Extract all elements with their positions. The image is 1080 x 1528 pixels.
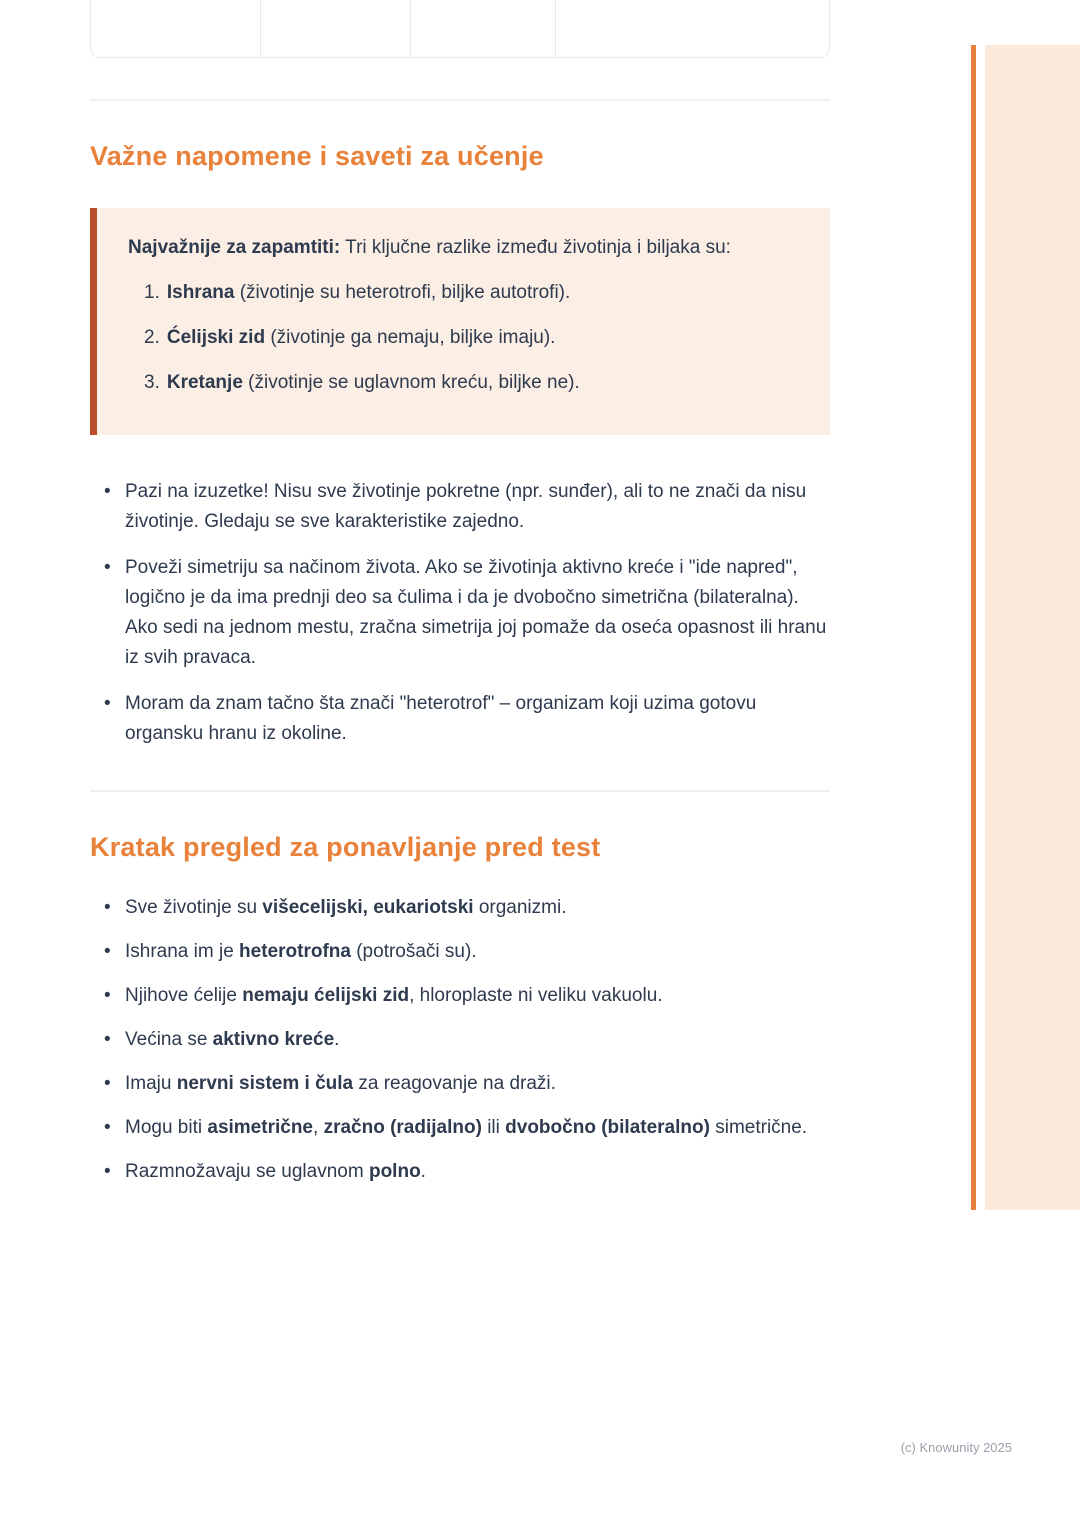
- table-cell: [556, 0, 829, 57]
- review-bullet-item: • Imaju nervni sistem i čula za reagovanje na draži.: [90, 1069, 830, 1099]
- copyright-footer: (c) Knowunity 2025: [900, 1440, 1012, 1455]
- list-item-number: 1.: [144, 282, 160, 303]
- review-bullet-item: • Razmnožavaju se uglavnom polno.: [90, 1157, 830, 1187]
- table-cell: [261, 0, 411, 57]
- review-bullet-item: • Većina se aktivno kreće.: [90, 1025, 830, 1055]
- document-content: [90, 0, 830, 1201]
- key-points-callout: [90, 208, 830, 435]
- callout-lead: [128, 233, 796, 262]
- table-cell: [411, 0, 556, 57]
- list-item-number: 3.: [144, 372, 160, 393]
- review-bullet-item: • Mogu biti asimetrične, zračno (radijalno) ili dvobočno (bilateralno) simetrične.: [90, 1113, 830, 1143]
- review-bullet-item: • Ishrana im je heterotrofna (potrošači su).: [90, 937, 830, 967]
- notes-bullet-list: [90, 477, 830, 749]
- right-accent-panel: [985, 45, 1080, 1210]
- callout-lead-bold: Najvažnije za zapamtiti:: [128, 237, 341, 258]
- section-divider: [90, 99, 830, 101]
- numbered-list-item: 1. Ishrana (životinje su heterotrofi, biljke autotrofi).: [144, 279, 796, 307]
- review-bullet-list: [90, 893, 830, 1187]
- callout-lead-rest: Tri ključne razlike između životinja i biljaka su:: [340, 237, 731, 258]
- note-bullet-item: • Poveži simetriju sa načinom života. Ako se životinja aktivno kreće i "ide napred", logično je da ima prednji deo sa čulima i da je dvobočno simetrična (bilateralna). Ako sedi na jednom mestu, zračna simetrija joj pomaže da oseća opasnost ili hranu iz svih pravaca.: [90, 553, 830, 673]
- table-fragment-cutoff: [90, 0, 830, 58]
- section-title-review: Kratak pregled za ponavljanje pred test: [90, 832, 601, 862]
- list-item-number: 2.: [144, 327, 160, 348]
- review-bullet-item: • Njihove ćelije nemaju ćelijski zid, hloroplaste ni veliku vakuolu.: [90, 981, 830, 1011]
- note-bullet-item: • Moram da znam tačno šta znači "heterotrof" – organizam koji uzima gotovu organsku hranu iz okoline.: [90, 689, 830, 749]
- section-title-notes: Važne napomene i saveti za učenje: [90, 141, 544, 171]
- review-bullet-item: • Sve životinje su višecelijski, eukariotski organizmi.: [90, 893, 830, 923]
- note-bullet-item: • Pazi na izuzetke! Nisu sve životinje pokretne (npr. sunđer), ali to ne znači da nisu životinje. Gledaju se sve karakteristike zajedno.: [90, 477, 830, 537]
- numbered-list-item: 2. Ćelijski zid (životinje ga nemaju, biljke imaju).: [144, 324, 796, 352]
- section-divider: [90, 790, 830, 792]
- key-differences-list: [144, 279, 796, 397]
- right-accent-line: [971, 45, 976, 1210]
- table-cell: [91, 0, 261, 57]
- numbered-list-item: 3. Kretanje (životinje se uglavnom kreću, biljke ne).: [144, 369, 796, 397]
